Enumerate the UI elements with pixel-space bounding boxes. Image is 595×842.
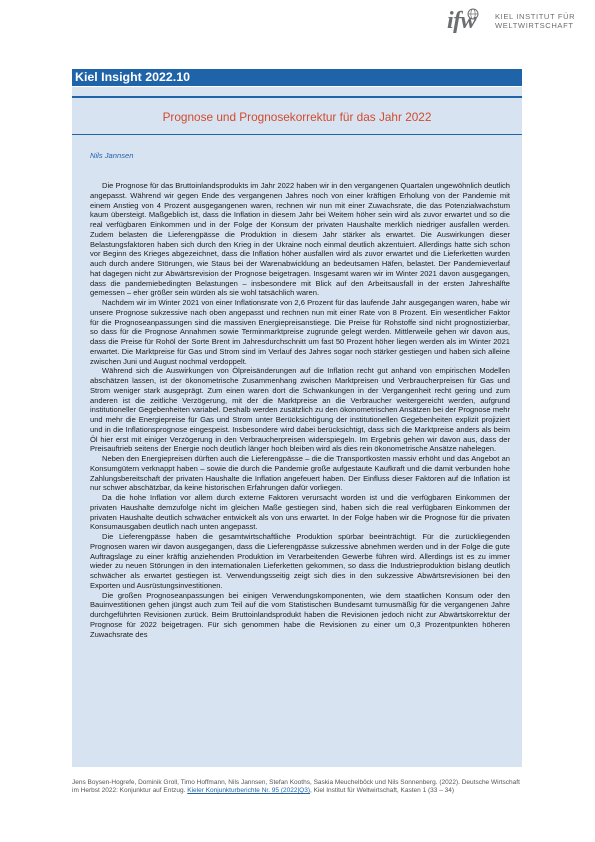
- logo-wordmark: [495, 12, 575, 30]
- body-paragraph: Die Prognose für das Bruttoinlandsprodukts im Jahr 2022 haben wir in den vergangenen Quartalen ungewöhnlich deutlich angepasst. Während wir gegen Ende des vergangenen Jahres noch von einer kräftigen Erholung von der Pandemie mit einem Anstieg von 4 Prozent ausgegangenen waren, rechnen wir nun mit einer Zuwachsrate, die das Potenzialwachstum kaum übersteigt. Maßgeblich ist, dass die Inflation in diesem Jahr bei Weitem höher sein wird als zuvor erwartet und so die real verfügbaren Einkommen und in der Folge der Konsum der privaten Haushalte merklich niedriger ausfallen werden. Zudem belasten die Lieferengpässe die Produktion in diesem Jahr stärker als erwartet. Die Auswirkungen dieser Belastungsfaktoren haben sich durch den Krieg in der Ukraine noch einmal deutlich akzentuiert. Allerdings hatte sich schon vor Beginn des Krieges abgezeichnet, dass die Inflation höher ausfallen wird als zuvor erwartet und die Lieferketten wurden auch durch andere Störungen, wie Staus bei der Warenabwicklung an bedeutsamen Häfen, belastet. Der Pandemieverlauf hat dagegen nicht zur Abwärtsrevision der Prognose beigetragen. Insgesamt waren wir im Winter 2021 davon ausgegangen, dass die pandemiebedingten Belastungen – insbesondere mit Blick auf den Arbeitsausfall in der ersten Jahreshälfte gemessen – eher größer sein würden als sie wohl tatsächlich waren.: [90, 181, 510, 298]
- logo-mark: ifw: [447, 8, 477, 34]
- title-rule-bottom: [72, 134, 522, 135]
- ifw-logo: [447, 6, 587, 38]
- body-paragraph: Nachdem wir im Winter 2021 von einer Inflationsrate von 2,6 Prozent für das laufende Jahr ausgegangen waren, habe wir unsere Prognose sukzessive nach oben angepasst und rechnen nun mit einer Rate von 8 Prozent. Ein wesentlicher Faktor für die Prognoseanpassungen sind die massiven Energiepreisanstiege. Die Preise für Rohstoffe sind nicht prognostizierbar, so dass für die Prognose Annahmen sowie Terminmarktpreise zugrunde gelegt werden. Mittlerweile gehen wir davon aus, dass die Preise für Rohöl der Sorte Brent im Jahresdurchschnitt um fast 50 Prozent höher liegen werden als im Winter 2021 erwartet. Die Marktpreise für Gas und Strom sind im Verlauf des Jahres sogar noch stärker gestiegen und haben sich alleine zwischen Juni und August nochmal verdoppelt.: [90, 298, 510, 366]
- article-author: Nils Jannsen: [90, 151, 134, 160]
- article-title: Prognose und Prognosekorrektur für das Jahr 2022: [162, 110, 432, 124]
- body-paragraph: Während sich die Auswirkungen von Ölpreisänderungen auf die Inflation recht gut anhand von empirischen Modellen abschätzen lassen, ist der ökonometrische Zusammenhang zwischen Marktpreisen und Verbraucherpreisen für Gas und Strom weniger stark ausgeprägt. Zum einen waren dort die Schwankungen in der Vergangenheit recht gering und zum anderen ist die zeitliche Verzögerung, mit der die Marktpreise an die Verbraucher weitergereicht werden, aufgrund institutioneller Gegebenheiten variabel. Deshalb werden zusätzlich zu den ökonometrischen Ansätzen bei der Prognose mehr und mehr die Energiepreise für Gas und Strom unter Berücksichtigung der institutionellen Gegebenheiten explizit projiziert und in die Inflationsprognose eingespeist. Insbesondere wird dabei berücksichtigt, dass sich die Marktpreise anders als beim Öl hier erst mit einiger Verzögerung in den Verbraucherpreisen widerspiegeln. Im Ergebnis gehen wir davon aus, dass der Preisauftrieb seitens der Energie noch deutlich länger hoch bleiben wird als dies rein ökonometrische Ansätze nahelegen.: [90, 366, 510, 454]
- citation-link[interactable]: Kieler Konjunkturberichte Nr. 95 (2022|Q3): [187, 787, 310, 795]
- globe-icon: [467, 8, 479, 20]
- body-paragraph: Da die hohe Inflation vor allem durch externe Faktoren verursacht worden ist und die verfügbaren Einkommen der privaten Haushalte demzufolge nicht im gleichen Maße gestiegen sind, haben sich die real verfügbaren Einkommen der privaten Haushalte deutlich schwächer entwickelt als von uns erwartet. In der Folge haben wir die Prognose für die privaten Konsumausgaben deutlich nach unten angepasst.: [90, 493, 510, 532]
- logo-line-1: KIEL INSTITUT FÜR: [495, 12, 576, 21]
- body-paragraph: Die großen Prognoseanpassungen bei einigen Verwendungskomponenten, wie dem staatlichen Konsum oder den Bauinvestitionen gehen jüngst auch zum Teil auf die vom Statistischen Bundesamt turnusmäßig für die vergangenen Jahre durchgeführten Revisionen zurück. Beim Bruttoinlandsprodukt haben die Revisionen jedoch nicht zur Abwärtskorrektur der Prognose für 2022 beigetragen. Für sich genommen habe die Revisionen zu einer um 0,3 Prozentpunkten höheren Zuwachsrate des: [90, 590, 510, 639]
- logo-line-2: WELTWIRTSCHAFT: [495, 21, 574, 30]
- citation-text-end: , Kiel Institut für Weltwirtschaft, Kasten 1 (33 – 34): [310, 787, 455, 795]
- citation-footer: [72, 779, 522, 796]
- title-rule-top: [72, 96, 522, 98]
- series-label: Kiel Insight 2022.10: [75, 70, 191, 84]
- body-paragraph: Die Lieferengpässe haben die gesamtwirtschaftliche Produktion spürbar beeinträchtigt. Für die zurückliegenden Prognosen waren wir davon ausgegangen, dass die Lieferengpässe sukzessive abnehmen werden und in der Folge die gute Auftragslage zu einer kräftig anziehenden Produktion im Verarbeitenden Gewerbe führen wird. Allerdings ist es zu immer wieder zu neuen Störungen in den internationalen Lieferketten gekommen, so dass die Industrieproduktion bislang deutlich schwächer als erwartet gestiegen ist. Verwendungsseitig zeigt sich dies in den sukzessive Abwärtsrevisionen bei den Exporten und Ausrüstungsinvestitionen.: [90, 532, 510, 590]
- citation-text: Jens Boysen-Hogrefe, Dominik Groll, Timo Hoffmann, Nils Jannsen, Stefan Kooths, Saskia Meuchelböck und Nils Sonnenberg. (2022). Deutsche Wirtschaft im Herbst 2022: Konjunktur auf Entzug.: [72, 779, 520, 795]
- series-header: [72, 69, 522, 86]
- article-body: [90, 181, 510, 639]
- body-paragraph: Neben den Energiepreisen dürften auch die Lieferengpässe – die die Transportkosten massiv erhöht und das Angebot an Konsumgütern verknappt haben – sowie die durch die Pandemie große aufgestaute Kaufkraft und die damit verbunden hohe Zahlungsbereitschaft der privaten Haushalte die Inflation angefeuert haben. Der Einfluss dieser Faktoren auf die Inflation ist nur schwer abschätzbar, da keine historischen Erfahrungen dafür vorliegen.: [90, 454, 510, 493]
